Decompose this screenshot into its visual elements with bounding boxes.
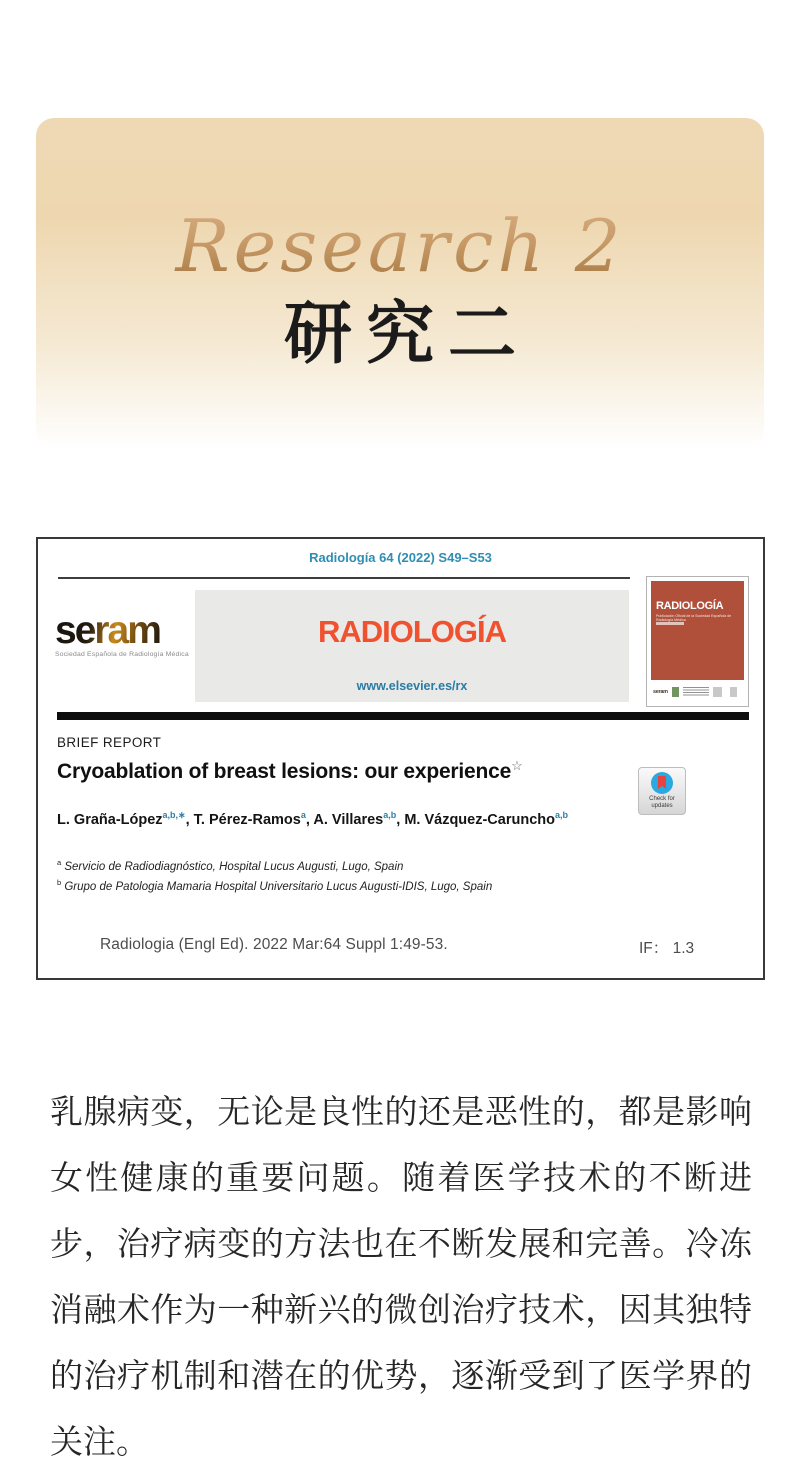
masthead-divider-bar xyxy=(57,712,749,720)
cover-mini-emblem-icon xyxy=(713,687,722,697)
cover-detail-line xyxy=(656,622,684,625)
check-for-updates-badge[interactable] xyxy=(638,767,686,815)
cover-mini-logo-icon xyxy=(672,687,679,697)
author-affiliation-sup: a,b,∗ xyxy=(162,810,186,820)
seram-logo-text: seram xyxy=(55,611,215,650)
cover-subtitle: Publicación Oficial de la Sociedad Española de Radiología Médica xyxy=(656,614,732,622)
journal-url-link[interactable]: www.elsevier.es/rx xyxy=(356,679,468,693)
affiliation-list xyxy=(57,855,717,896)
hero-title-chinese: 研究二 xyxy=(283,294,530,374)
summary-paragraph: 乳腺病变，无论是良性的还是恶性的，都是影响女性健康的重要问题。随着医学技术的不断进步，治疗病变的方法也在不断发展和完善。冷冻消融术作为一种新兴的微创治疗技术，因其独特的治疗机制和潜在的优势，逐渐受到了医学界的关注。 xyxy=(50,1093,752,1460)
bookmark-icon xyxy=(658,776,666,789)
author: T. Pérez-Ramos$^a$, xyxy=(193,810,314,828)
author-affiliation-sup: a,b xyxy=(383,810,397,820)
affiliation-line: $^b$ Grupo de Patologia Mamaria Hospital Universitario Lucus Augusti-IDIS, Lugo, Spain xyxy=(57,878,493,894)
cover-journal-name: RADIOLOGÍA xyxy=(656,600,724,612)
header-rule xyxy=(58,577,630,579)
journal-cover-thumbnail xyxy=(646,576,749,707)
journal-issue-line: Radiología 64 (2022) S49–S53 xyxy=(309,550,492,565)
hero-title-english: Research 2 xyxy=(36,210,764,282)
cover-mini-seal-icon xyxy=(730,687,737,697)
cover-footer-logos xyxy=(651,682,744,702)
crossmark-circle-icon xyxy=(651,772,673,794)
journal-name: RADIOLOGÍA xyxy=(317,614,507,649)
hero-banner xyxy=(36,118,764,450)
check-updates-label: Check for updates xyxy=(649,796,675,809)
author-list xyxy=(57,810,717,828)
paper-card xyxy=(36,537,765,980)
journal-masthead xyxy=(195,590,629,702)
impact-factor: IF： 1.3 xyxy=(639,940,695,957)
author: A. Villares$^{a,b}$, xyxy=(313,810,405,828)
cover-volume-text xyxy=(656,585,657,590)
author-affiliation-sup: a xyxy=(300,810,306,820)
affiliation-line: $^a$ Servicio de Radiodiagnóstico, Hospital Lucus Augusti, Lugo, Spain xyxy=(57,858,404,873)
article-title-star: ☆ xyxy=(511,758,523,773)
article-title xyxy=(57,758,617,784)
cover-seram-logo: seram xyxy=(653,689,668,695)
citation-row xyxy=(38,936,763,960)
journal-cover-art xyxy=(651,581,744,680)
citation-text: Radiologia (Engl Ed). 2022 Mar:64 Suppl 1:49-53. xyxy=(100,936,448,953)
author: M. Vázquez-Caruncho$^{a,b}$ xyxy=(404,810,568,828)
article-title-text: Cryoablation of breast lesions: our experience xyxy=(57,760,512,783)
author: L. Graña-López$^{a,b,∗}$, xyxy=(57,810,194,828)
seram-logo xyxy=(55,611,215,658)
seram-logo-subtitle: Sociedad Española de Radiología Médica xyxy=(55,651,189,658)
cover-mini-text-block xyxy=(683,687,709,697)
author-affiliation-sup: a,b xyxy=(554,810,568,820)
section-label: BRIEF REPORT xyxy=(57,735,162,750)
